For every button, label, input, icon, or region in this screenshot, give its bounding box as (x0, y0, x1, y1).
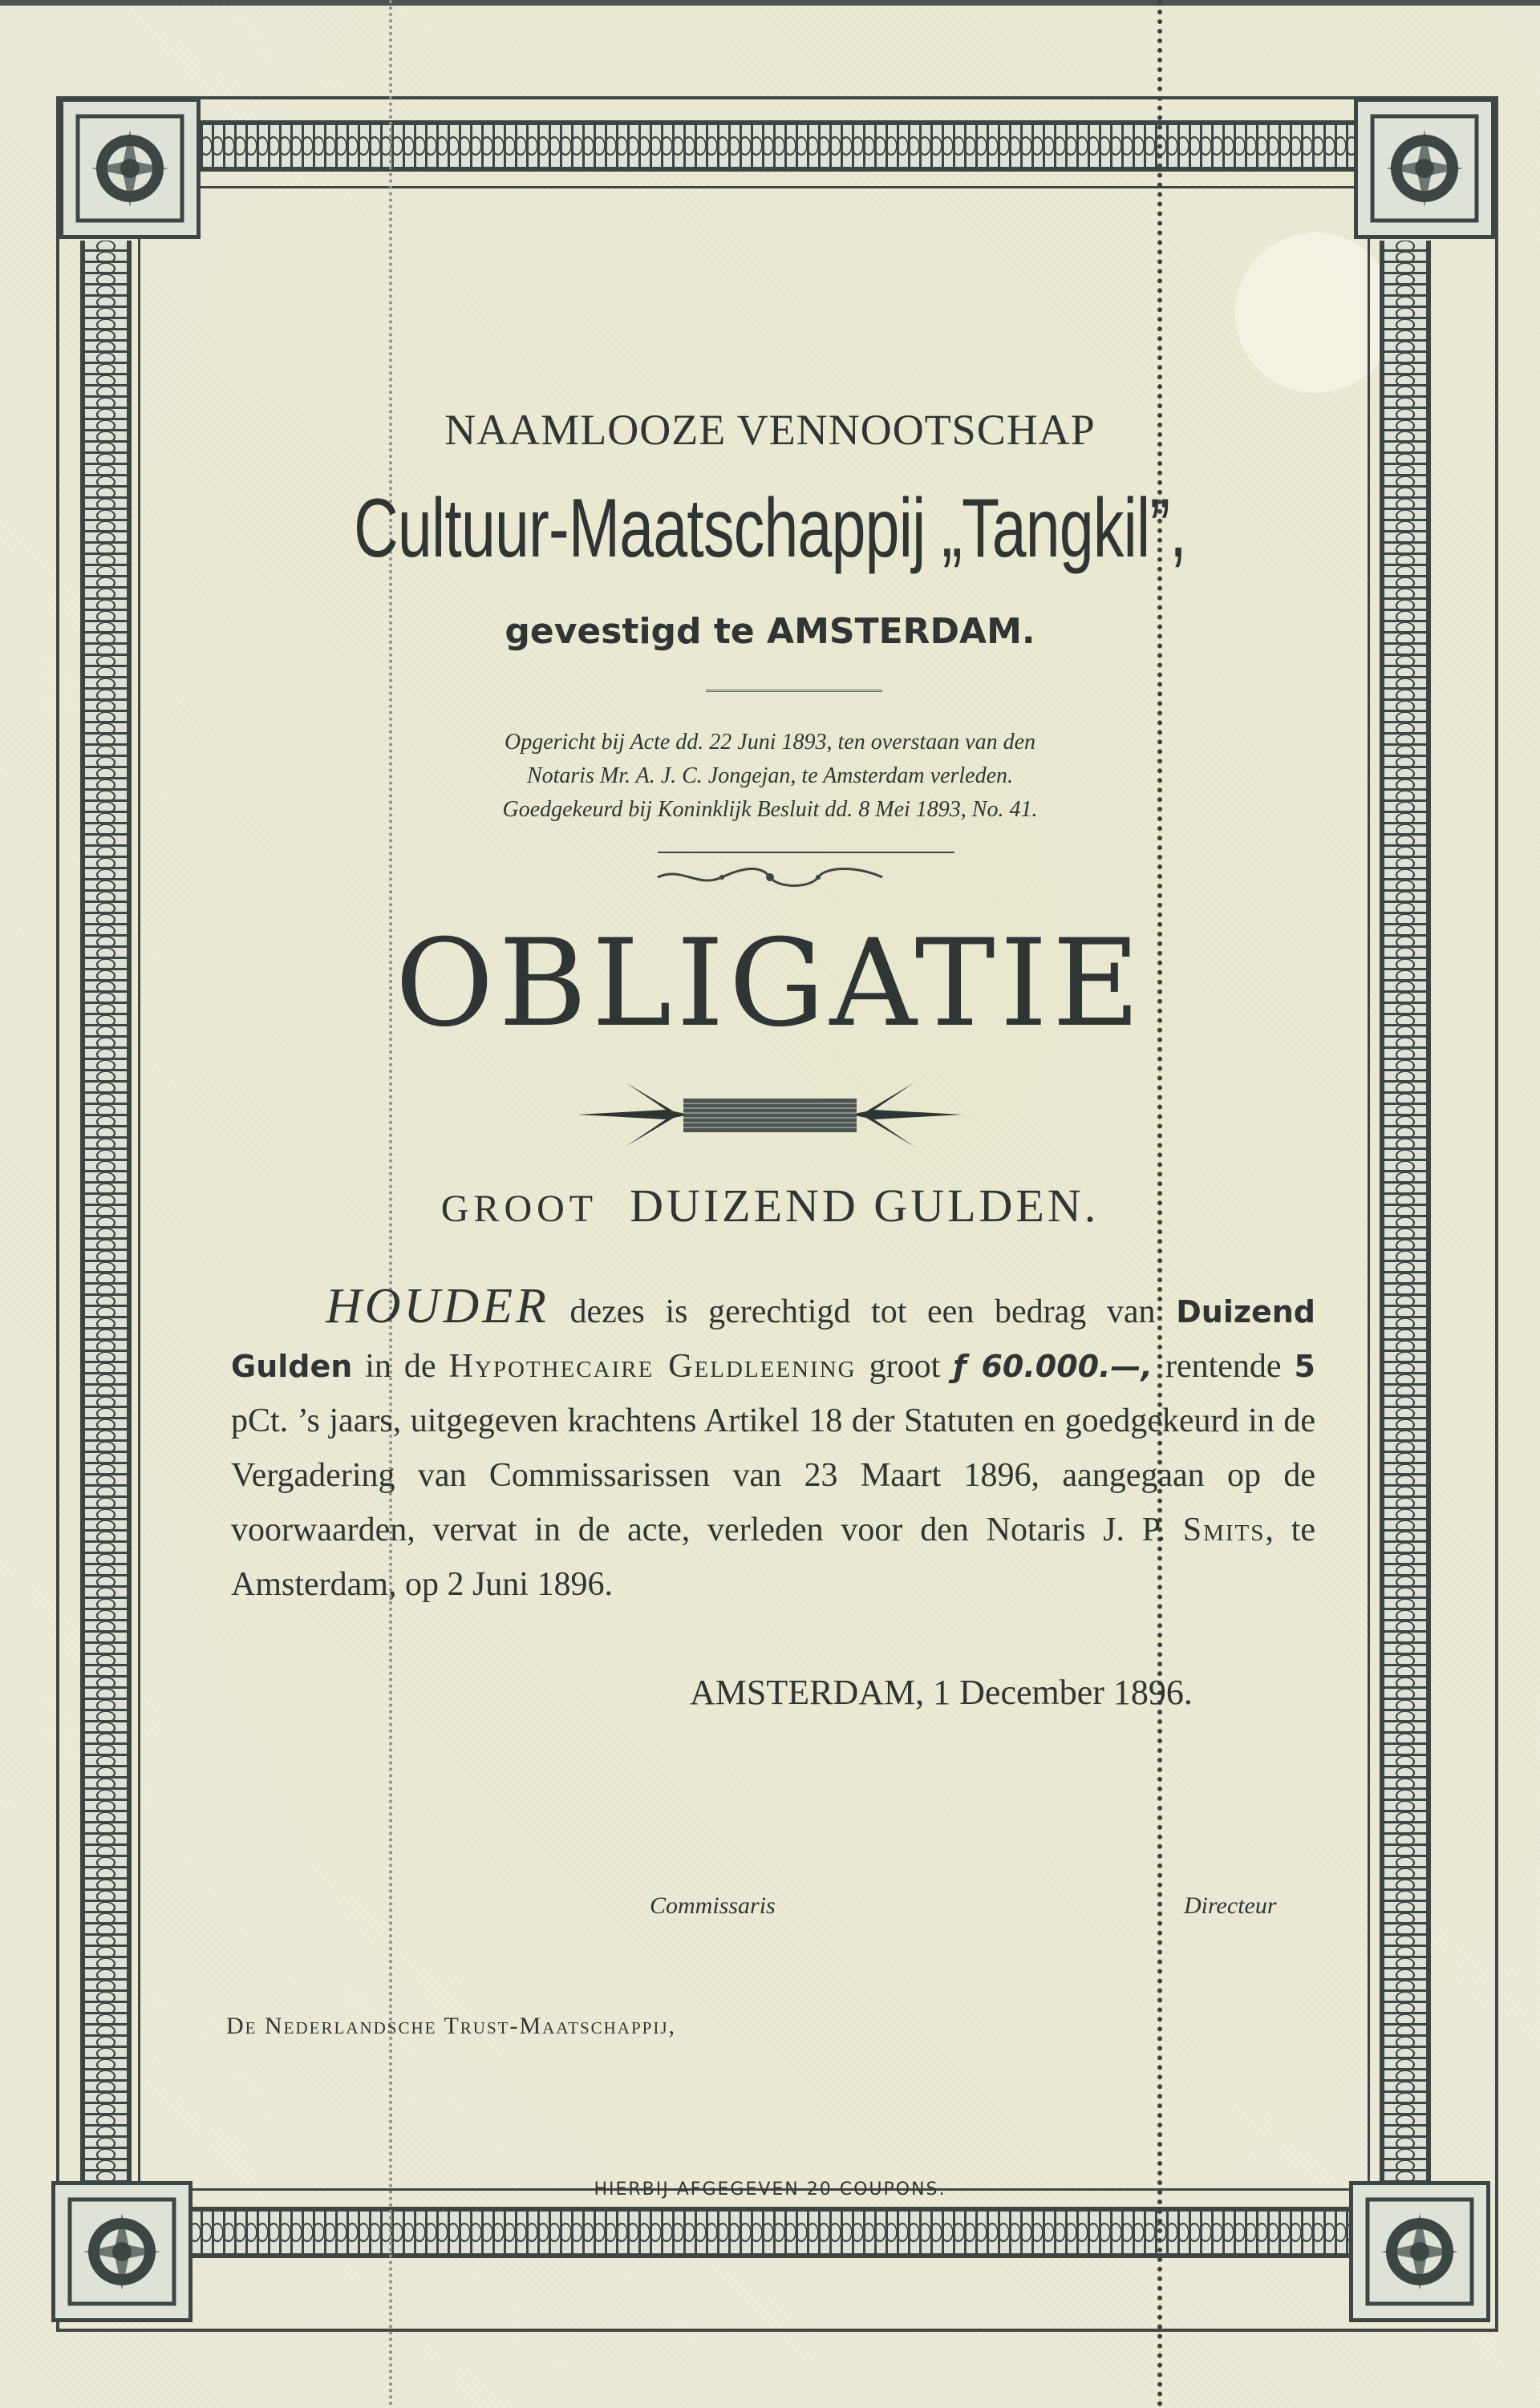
corner-rosette-top-left (59, 98, 201, 239)
corner-rosette-top-right (1354, 98, 1495, 239)
body-loan-name: Hypothecaire Geldleening (448, 1348, 857, 1385)
border-top-band (99, 120, 1441, 172)
corner-rosette-bottom-left (51, 2181, 192, 2322)
company-type: NAAMLOOZE VENNOOTSCHAP (444, 406, 1096, 454)
amount-heading (0, 1179, 1540, 1232)
divider-rule-top (706, 690, 882, 692)
founding-note-line: Goedgekeurd bij Koninklijk Besluit dd. 8 Mei 1893, No. 41. (502, 797, 1038, 822)
founding-note-line: Opgericht bij Acte dd. 22 Juni 1893, ten overstaan van den (504, 730, 1036, 755)
founding-note-line: Notaris Mr. A. J. C. Jongejan, te Amsterdam verleden. (526, 763, 1014, 788)
founding-notes (385, 726, 1155, 827)
company-name: Cultuur-Maatschappij „Tangkil”, (354, 482, 1186, 575)
amount-text: DUIZEND GULDEN. (630, 1180, 1100, 1232)
amount-prefix: GROOT (440, 1188, 598, 1230)
bond-body-text: HOUDER dezes is gerechtigd tot een bedrag van Duizend Gulden in de Hypothecaire Geldleening groot ƒ 60.000.—, rentende 5 pCt. ’s jaars, uitgegeven krachtens Artikel 18 der Statuten en goedgekeurd in de Vergadering van Commissarissen van 23 Maart 1896, aangegaan op de voorwaarden, vervat in de acte, verleden voor den Notaris J. P. Smits, te Amsterdam, op 2 Juni 1896. (231, 1279, 1315, 1603)
corner-rosette-bottom-right (1349, 2181, 1490, 2322)
company-location: gevestigd te AMSTERDAM. (505, 611, 1035, 652)
body-houder: HOUDER (326, 1279, 549, 1334)
issue-date: AMSTERDAM, 1 December 1896. (690, 1673, 1193, 1712)
signature-label-directeur: Directeur (1184, 1892, 1277, 1919)
body-loan-amount: ƒ 60.000.—, (953, 1349, 1153, 1384)
top-edge-line (0, 0, 1540, 6)
coupons-note: HIERBIJ AFGEGEVEN 20 COUPONS. (594, 2179, 946, 2200)
trustee-name: De Nederlandsche Trust-Maatschappij, (226, 2013, 676, 2039)
body-notary-name: Smits (1182, 1512, 1266, 1548)
body-interest: 5 (1294, 1349, 1315, 1384)
swallow-ornament-icon (578, 1074, 962, 1155)
document-title: OBLIGATIE (395, 914, 1145, 1054)
divider-rule-middle (658, 852, 954, 853)
body-amount-words: Duizend Gulden (231, 1294, 1315, 1384)
signature-label-commissaris: Commissaris (650, 1892, 776, 1919)
scroll-ornament-icon (650, 866, 890, 888)
border-bottom-band (99, 2207, 1441, 2258)
